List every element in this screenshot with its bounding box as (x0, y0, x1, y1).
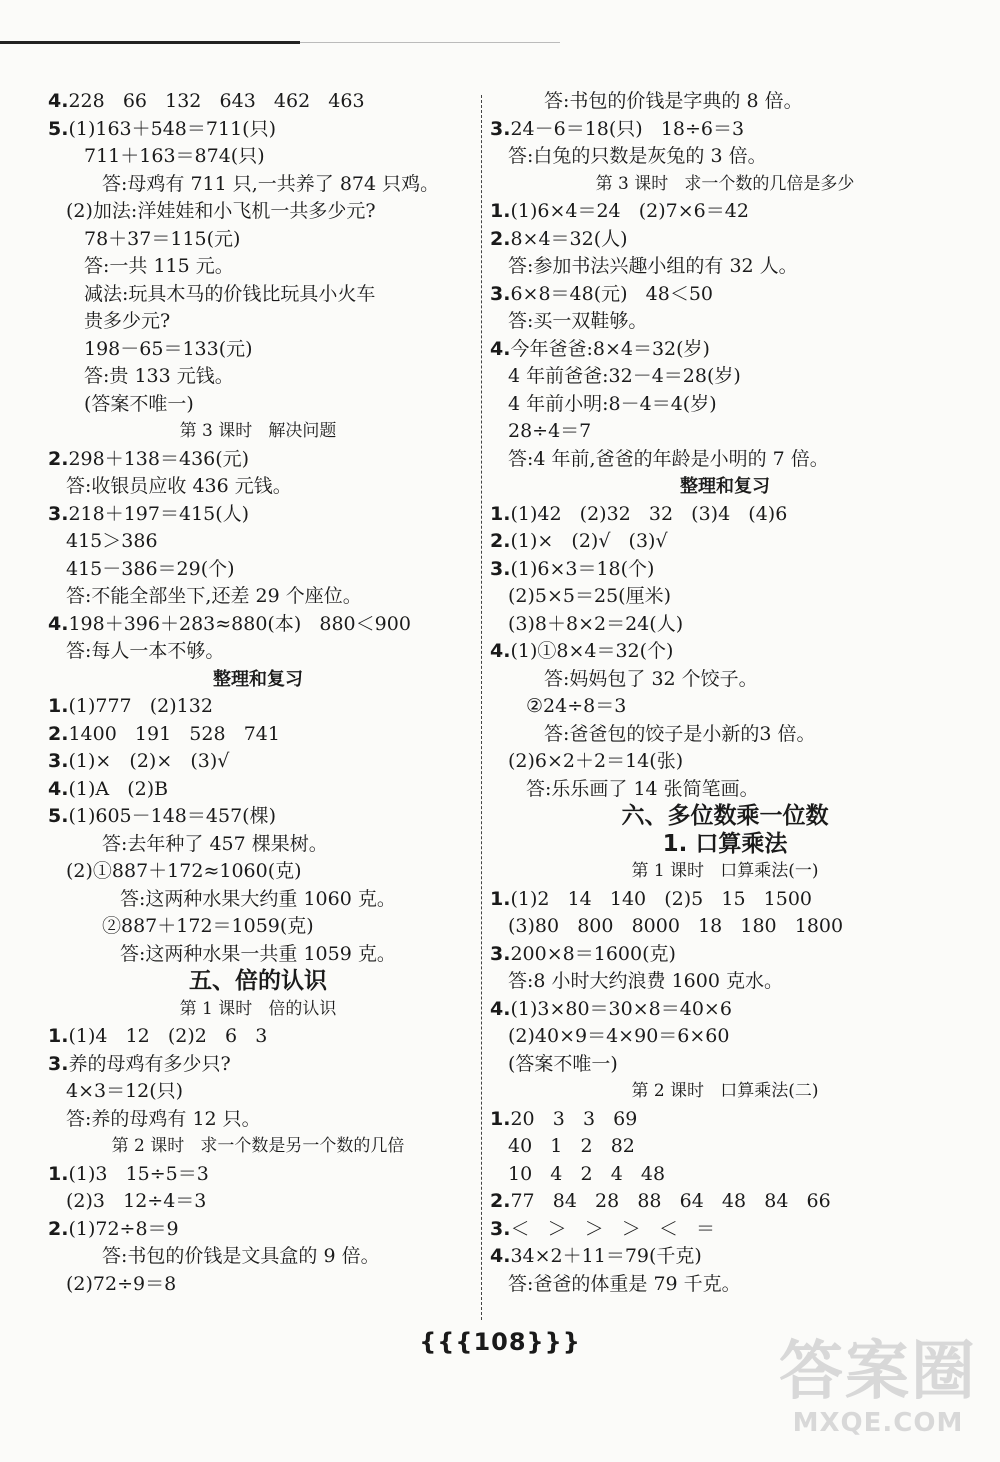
line-text: 答:妈妈包了 32 个饺子。 (544, 667, 758, 690)
answer-item (490, 198, 960, 226)
line-text: 4×3＝12(只) (66, 1080, 184, 1102)
section-heading (490, 858, 960, 886)
line-text: 今年爸爸:8×4＝32(岁) (510, 337, 710, 360)
item-number: 3. (490, 1217, 511, 1240)
line-text: 答:买一双鞋够。 (508, 310, 648, 332)
line-text: 6×8＝48(元) 48＜50 (510, 282, 714, 305)
answer-item (490, 336, 960, 364)
answer-item (490, 501, 960, 529)
line-text: (1)4 12 (2)2 6 3 (68, 1025, 268, 1047)
line-text: 711＋163＝874(只) (84, 145, 265, 167)
answer-item (490, 226, 960, 254)
line-text: 六、多位数乘一位数 (621, 803, 829, 829)
top-rule-faint (300, 42, 560, 43)
line-text: ②24÷8＝3 (526, 695, 627, 717)
answer-line (48, 886, 468, 914)
answer-item (490, 638, 960, 666)
line-text: 整理和复习 (213, 668, 303, 690)
right-column (490, 88, 960, 1298)
line-text: ②887＋172＝1059(克) (102, 915, 314, 937)
answer-line (490, 693, 960, 721)
item-number: 4. (48, 612, 69, 635)
answer-line (490, 748, 960, 776)
line-text: 答:贵 133 元钱。 (84, 365, 234, 387)
answer-item (48, 116, 468, 144)
line-text: 34×2＋11＝79(千克) (510, 1245, 702, 1267)
answer-line (490, 253, 960, 281)
line-text: (1)A (2)B (68, 777, 169, 800)
page-number: {{{108}}} (419, 1328, 581, 1356)
answer-line (48, 336, 468, 364)
item-number: 4. (490, 997, 511, 1020)
line-text: 答:爸爸包的饺子是小新的3 倍。 (544, 722, 816, 745)
line-text: (1)①8×4＝32(个) (510, 640, 674, 662)
item-number: 1. (490, 200, 511, 222)
line-text: 4 年前爸爸:32－4＝28(岁) (508, 365, 741, 387)
line-text: 第 2 课时 求一个数是另一个数的几倍 (111, 1136, 405, 1156)
answer-line (48, 1188, 468, 1216)
line-text: 4 年前小明:8－4＝4(岁) (508, 392, 717, 415)
answer-line (48, 1106, 468, 1134)
line-text: (2)72÷9＝8 (66, 1272, 177, 1295)
answer-line (48, 858, 468, 886)
column-divider (481, 95, 482, 1320)
line-text: (2)6×2＋2＝14(张) (508, 750, 684, 772)
item-number: 3. (490, 942, 511, 965)
line-text: (1)2 14 140 (2)5 15 1500 (510, 887, 813, 910)
line-text: 415－386＝29(个) (66, 557, 235, 580)
line-text: 78＋37＝115(元) (84, 227, 241, 250)
answer-line (490, 666, 960, 694)
line-text: 1400 191 528 741 (68, 722, 280, 745)
answer-item (48, 776, 468, 804)
answer-line (490, 143, 960, 171)
line-text: 415＞386 (66, 530, 158, 552)
line-text: (2)3 12÷4＝3 (66, 1190, 207, 1212)
item-number: 4. (48, 90, 69, 112)
line-text: (答案不唯一) (84, 392, 194, 415)
section-heading (48, 666, 468, 694)
answer-line (48, 528, 468, 556)
answer-line (490, 968, 960, 996)
answer-line (48, 1243, 468, 1271)
answer-line (490, 418, 960, 446)
answer-item (48, 721, 468, 749)
answer-line (48, 1271, 468, 1299)
line-text: 答:不能全部坐下,还差 29 个座位。 (66, 585, 362, 607)
answer-item (490, 1243, 960, 1271)
item-number: 3. (48, 502, 69, 525)
answer-item (48, 748, 468, 776)
line-text: 200×8＝1600(克) (510, 942, 676, 965)
answer-item (490, 1216, 960, 1244)
item-number: 2. (48, 447, 69, 470)
answer-line (490, 308, 960, 336)
answer-line (48, 253, 468, 281)
answer-item (48, 501, 468, 529)
section-heading (48, 968, 468, 996)
line-text: 答:母鸡有 711 只,一共养了 874 只鸡。 (102, 172, 440, 195)
section-heading (490, 831, 960, 859)
line-text: 8×4＝32(人) (510, 227, 628, 250)
line-text: (1)× (2)× (3)√ (68, 750, 230, 772)
section-heading (48, 418, 468, 446)
answer-item (48, 803, 468, 831)
item-number: 1. (48, 695, 69, 717)
answer-line (490, 363, 960, 391)
line-text: (1)3 15÷5＝3 (68, 1162, 209, 1185)
answer-item (48, 693, 468, 721)
answer-line (48, 308, 468, 336)
line-text: 答:去年种了 457 棵果树。 (102, 832, 328, 855)
answer-line (48, 143, 468, 171)
item-number: 3. (490, 557, 511, 580)
answer-item (48, 446, 468, 474)
answer-line (48, 583, 468, 611)
section-heading (490, 803, 960, 831)
line-text: 298＋138＝436(元) (68, 447, 250, 470)
line-text: 第 1 课时 口算乘法(一) (631, 861, 819, 881)
answer-line (48, 226, 468, 254)
line-text: 20 3 3 69 (510, 1107, 638, 1130)
item-number: 2. (490, 530, 511, 552)
item-number: 1. (48, 1162, 69, 1185)
line-text: 答:书包的价钱是文具盒的 9 倍。 (102, 1245, 380, 1267)
line-text: 答:养的母鸡有 12 只。 (66, 1107, 261, 1130)
line-text: 答:一共 115 元。 (84, 255, 234, 277)
item-number: 5. (48, 805, 69, 827)
answer-line (490, 1271, 960, 1299)
answer-item (48, 1051, 468, 1079)
line-text: 答:每人一本不够。 (66, 640, 225, 662)
top-rule (0, 41, 300, 44)
line-text: 答:这两种水果一共重 1059 克。 (120, 942, 396, 965)
answer-line (490, 913, 960, 941)
item-number: 2. (48, 722, 69, 745)
answer-item (490, 1106, 960, 1134)
line-text: 198－65＝133(元) (84, 337, 253, 360)
line-text: 1. 口算乘法 (662, 830, 788, 857)
answer-line (490, 1161, 960, 1189)
answer-line (48, 1078, 468, 1106)
item-number: 4. (490, 640, 511, 662)
line-text: (1)× (2)√ (3)√ (510, 530, 668, 552)
item-number: 1. (490, 887, 511, 910)
line-text: (3)80 800 8000 18 180 1800 (508, 915, 844, 937)
line-text: 10 4 2 4 48 (508, 1162, 666, 1185)
section-heading (48, 1133, 468, 1161)
answer-item (48, 611, 468, 639)
answer-line (48, 831, 468, 859)
answer-line (48, 171, 468, 199)
item-number: 3. (490, 282, 511, 305)
item-number: 3. (48, 750, 69, 772)
answer-item (490, 556, 960, 584)
line-text: 第 3 课时 解决问题 (179, 421, 337, 441)
section-heading (490, 171, 960, 199)
watermark-logo-text: 答案圈 (779, 1335, 977, 1409)
answer-line (490, 88, 960, 116)
section-heading (490, 1078, 960, 1106)
line-text: 218＋197＝415(人) (68, 502, 250, 525)
answer-item (490, 886, 960, 914)
answer-item (48, 88, 468, 116)
line-text: 整理和复习 (680, 476, 770, 497)
line-text: 答:收银员应收 436 元钱。 (66, 475, 292, 497)
line-text: ＜ ＞ ＞ ＞ ＜ ＝ (510, 1217, 716, 1240)
item-number: 2. (490, 227, 511, 250)
line-text: 第 3 课时 求一个数的几倍是多少 (595, 173, 855, 194)
line-text: (1)72÷8＝9 (68, 1217, 179, 1240)
answer-item (490, 116, 960, 144)
line-text: 答:这两种水果大约重 1060 克。 (120, 887, 396, 910)
section-heading (48, 996, 468, 1024)
answer-line (48, 198, 468, 226)
item-number: 4. (490, 337, 511, 360)
answer-line (490, 1023, 960, 1051)
watermark (778, 1336, 978, 1444)
item-number: 1. (48, 1025, 69, 1047)
line-text: (3)8＋8×2＝24(人) (508, 612, 684, 635)
answer-line (48, 941, 468, 969)
line-text: 198＋396＋283≈880(本) 880＜900 (68, 612, 411, 635)
item-number: 2. (490, 1190, 511, 1212)
line-text: (1)777 (2)132 (68, 695, 213, 717)
line-text: 答:参加书法兴趣小组的有 32 人。 (508, 255, 798, 277)
line-text: 28÷4＝7 (508, 420, 592, 442)
answer-item (490, 941, 960, 969)
answer-item (490, 996, 960, 1024)
answer-line (490, 446, 960, 474)
watermark-url: MXQE.COM (792, 1408, 964, 1438)
line-text: 答:书包的价钱是字典的 8 倍。 (544, 90, 803, 112)
line-text: 第 2 课时 口算乘法(二) (631, 1081, 819, 1101)
answer-line (48, 391, 468, 419)
line-text: 答:8 小时大约浪费 1600 克水。 (508, 970, 783, 992)
line-text: (1)6×4＝24 (2)7×6＝42 (510, 200, 749, 222)
item-number: 2. (48, 1217, 69, 1240)
line-text: 减法:玩具木马的价钱比玩具小火车 (84, 282, 376, 305)
section-heading (490, 473, 960, 501)
line-text: (2)5×5＝25(厘米) (508, 585, 672, 607)
line-text: 答:爸爸的体重是 79 千克。 (508, 1272, 741, 1295)
answer-line (48, 556, 468, 584)
answer-line (490, 1051, 960, 1079)
line-text: 五、倍的认识 (189, 968, 327, 994)
item-number: 3. (490, 117, 511, 140)
line-text: (1)605－148＝457(棵) (68, 805, 276, 827)
line-text: (答案不唯一) (508, 1052, 618, 1075)
item-number: 4. (490, 1245, 511, 1267)
answer-line (490, 776, 960, 804)
line-text: 24－6＝18(只) 18÷6＝3 (510, 117, 745, 140)
answer-line (48, 473, 468, 501)
answer-line (490, 391, 960, 419)
answer-item (490, 281, 960, 309)
answer-line (490, 1133, 960, 1161)
line-text: 40 1 2 82 (508, 1135, 635, 1157)
answer-line (490, 583, 960, 611)
line-text: 答:乐乐画了 14 张简笔画。 (526, 777, 759, 800)
line-text: 答:白兔的只数是灰兔的 3 倍。 (508, 145, 767, 167)
line-text: (2)加法:洋娃娃和小飞机一共多少元? (66, 200, 376, 222)
answer-line (48, 281, 468, 309)
item-number: 1. (490, 1107, 511, 1130)
line-text: (1)3×80＝30×8＝40×6 (510, 997, 732, 1020)
line-text: 答:4 年前,爸爸的年龄是小明的 7 倍。 (508, 447, 829, 470)
answer-line (48, 638, 468, 666)
line-text: 77 84 28 88 64 48 84 66 (510, 1190, 831, 1212)
item-number: 1. (490, 502, 511, 525)
line-text: (2)40×9＝4×90＝6×60 (508, 1025, 730, 1047)
line-text: 228 66 132 643 462 463 (68, 90, 365, 112)
answer-item (48, 1161, 468, 1189)
line-text: (2)①887＋172≈1060(克) (66, 860, 302, 882)
line-text: (1)42 (2)32 32 (3)4 (4)6 (510, 502, 788, 525)
answer-line (48, 363, 468, 391)
answer-item (490, 1188, 960, 1216)
line-text: (1)163＋548＝711(只) (68, 117, 276, 140)
line-text: 贵多少元? (84, 310, 171, 332)
answer-item (490, 528, 960, 556)
line-text: 第 1 课时 倍的认识 (179, 998, 337, 1019)
item-number: 5. (48, 117, 69, 140)
item-number: 3. (48, 1052, 69, 1075)
item-number: 4. (48, 777, 69, 800)
answer-line (490, 721, 960, 749)
line-text: (1)6×3＝18(个) (510, 557, 655, 580)
answer-item (48, 1216, 468, 1244)
answer-item (48, 1023, 468, 1051)
answer-line (48, 913, 468, 941)
line-text: 养的母鸡有多少只? (68, 1052, 231, 1075)
answer-line (490, 611, 960, 639)
left-column (48, 88, 468, 1298)
